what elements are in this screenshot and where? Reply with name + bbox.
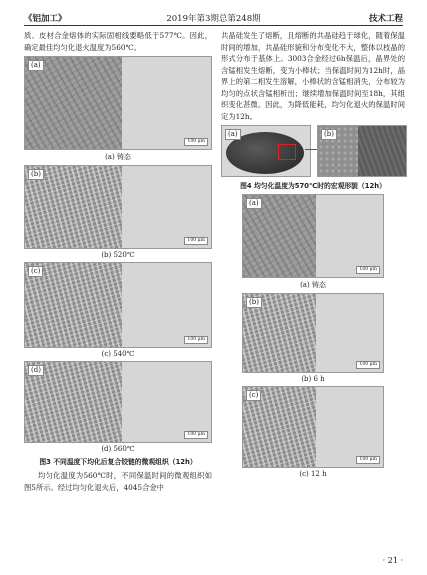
micrograph-5b bbox=[242, 293, 384, 373]
highlight-box bbox=[278, 144, 296, 160]
scale-bar: 100 μm bbox=[184, 138, 208, 146]
panel-label: (a) bbox=[28, 60, 44, 71]
micrograph-right-half bbox=[122, 362, 211, 442]
page-number: · 21 · bbox=[382, 556, 403, 565]
micrograph-right-half bbox=[122, 57, 211, 149]
right-column bbox=[221, 30, 405, 481]
micrograph-right-half bbox=[122, 263, 211, 347]
callout-line bbox=[305, 149, 317, 150]
micrograph-5c bbox=[242, 386, 384, 468]
subcaption: (a) 铸态 bbox=[300, 281, 326, 289]
issue-info: 2019年第3期总第248期 bbox=[166, 14, 261, 24]
figure-3-caption: 图3 不同温度下均化后复合铰链的微观组织（12h） bbox=[39, 458, 197, 466]
left-column bbox=[24, 30, 212, 493]
panel-label: (c) bbox=[28, 266, 43, 277]
scale-bar: 100 μm bbox=[184, 237, 208, 245]
panel-label: (b) bbox=[246, 297, 262, 308]
panel-label: (a) bbox=[225, 129, 241, 140]
micrograph-3d bbox=[24, 361, 212, 443]
journal-name: 《铝加工》 bbox=[24, 14, 67, 24]
micrograph-3a bbox=[24, 56, 212, 150]
micrograph-right-half bbox=[316, 195, 383, 277]
scale-bar: 100 μm bbox=[184, 336, 208, 344]
panel-label: (b) bbox=[28, 169, 44, 180]
micrograph-5a bbox=[242, 194, 384, 278]
scale-bar: 100 μm bbox=[184, 431, 208, 439]
figure-4 bbox=[221, 125, 405, 177]
left-tail-text: 均匀化温度为560℃时，不同保温时间的微观组织如图5所示。经过均匀化退火后，4045合金中 bbox=[24, 471, 212, 492]
macro-photo-b bbox=[317, 125, 407, 177]
left-intro-text: 质、皮材合金熔体的实际固相线要略低于577℃。因此，确定最佳均匀化退火温度为560℃。 bbox=[24, 31, 212, 52]
page-header bbox=[24, 10, 403, 26]
subcaption: (b) 520℃ bbox=[101, 251, 135, 259]
right-body-text: 共晶硅发生了熔断，且熔断的共晶硅趋于球化，随着保温时间的增加，共晶硅形貌和分布变化不大，整体以枝晶的形式分布于基体上。3003合金经过6h保温后，晶界处的含锰相发生熔断，变为小棒状；当保温时间为12h时，晶界上的第二相发生溶解，小棒状的含锰相消失，分布较为均匀的点状含锰相析出；继续增加保温时间至18h，其组织变化甚微。因此，为降低能耗，均匀化退火的保温时间定为12h。 bbox=[221, 31, 405, 121]
scale-bar: 100 μm bbox=[356, 361, 380, 369]
micrograph-right-half bbox=[122, 166, 211, 248]
micrograph-3c bbox=[24, 262, 212, 348]
subcaption: (c) 540℃ bbox=[101, 350, 135, 358]
subcaption: (d) 560℃ bbox=[101, 445, 135, 453]
subcaption: (c) 12 h bbox=[299, 470, 327, 478]
subcaption: (a) 铸态 bbox=[105, 153, 131, 161]
macro-photo-a bbox=[221, 125, 311, 177]
micrograph-3b bbox=[24, 165, 212, 249]
panel-label: (a) bbox=[246, 198, 262, 209]
panel-label: (c) bbox=[246, 390, 261, 401]
panel-label: (b) bbox=[321, 129, 337, 140]
figure-4-caption: 图4 均匀化温度为570℃时的宏观形貌（12h） bbox=[240, 182, 386, 190]
subcaption: (b) 6 h bbox=[301, 375, 325, 383]
header-rule bbox=[24, 25, 403, 26]
panel-label: (d) bbox=[28, 365, 44, 376]
section-name: 技术工程 bbox=[368, 14, 403, 24]
scale-bar: 100 μm bbox=[356, 266, 380, 274]
micrograph-right-half bbox=[316, 387, 383, 467]
scale-bar: 100 μm bbox=[356, 456, 380, 464]
